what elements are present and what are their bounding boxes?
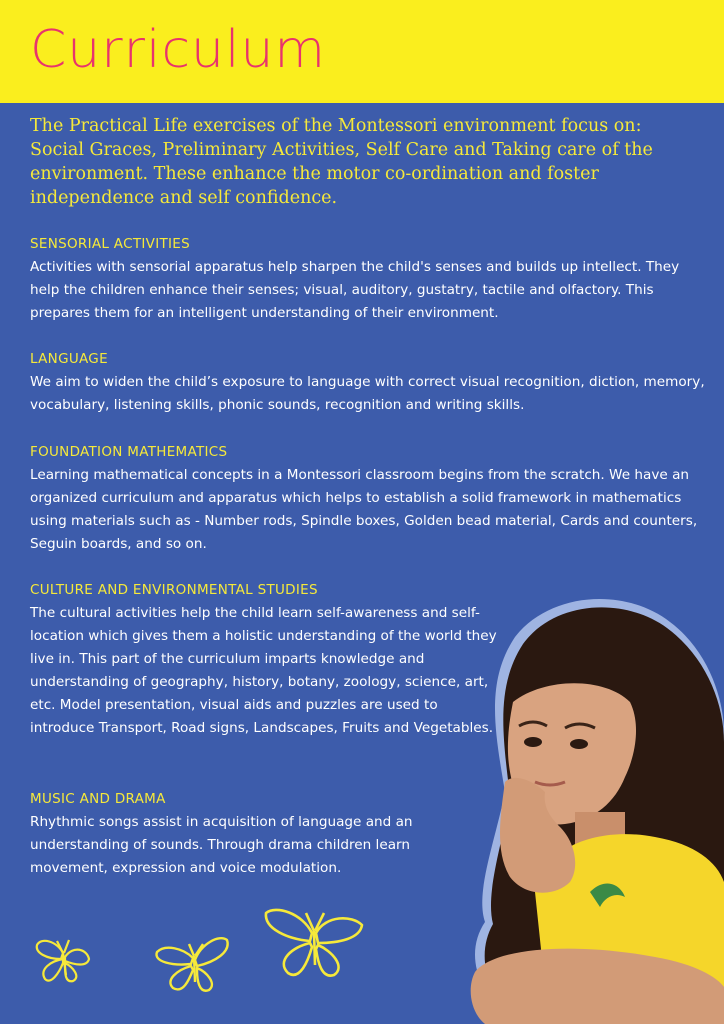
section-culture [30,580,500,740]
section-heading: FOUNDATION MATHEMATICS [30,444,228,460]
page-title: Curriculum [30,20,327,80]
section-heading: SENSORIAL ACTIVITIES [30,236,190,252]
section-music-drama [30,789,450,880]
section-heading: MUSIC AND DRAMA [30,791,166,807]
section-heading: CULTURE AND ENVIRONMENTAL STUDIES [30,582,318,598]
section-body: Rhythmic songs assist in acquisition of language and an understanding of sounds. Through drama children learn movement, expression and voice modulation. [30,814,413,876]
section-body: We aim to widen the child’s exposure to language with correct visual recognition, diction, memory, vocabulary, listening skills, phonic sounds, recognition and writing skills. [30,374,705,413]
section-body: The cultural activities help the child learn self-awareness and self-location which gives them a holistic understanding of the world they live in. This part of the curriculum imparts knowledge and understanding of geography, history, botany, zoology, science, art, etc. Model presentation, visual aids and puzzles are used to introduce Transport, Road signs, Landscapes, Fruits and Vegetables. [30,605,497,736]
section-sensorial [30,234,705,325]
section-language [30,349,705,417]
section-body: Activities with sensorial apparatus help sharpen the child's senses and builds up intellect. They help the children enhance their senses; visual, auditory, gustatry, tactile and olfactory. This prepares them for an intelligent understanding of their environment. [30,259,680,321]
butterfly-icon [262,903,366,983]
butterfly-icon [153,930,231,996]
header-band [0,0,724,103]
section-mathematics [30,442,705,556]
section-body: Learning mathematical concepts in a Montessori classroom begins from the scratch. We have an organized curriculum and apparatus which helps to establish a solid framework in mathematics using materials such as - Number rods, Spindle boxes, Golden bead material, Cards and counters, Seguin boards, and so on. [30,467,698,552]
section-heading: LANGUAGE [30,351,108,367]
butterfly-icon [33,935,93,985]
child-photo [455,592,724,1024]
intro-paragraph: The Practical Life exercises of the Montessori environment focus on: Social Graces, Preliminary Activities, Self Care and Taking care of the environment. These enhance the motor co-ordination and foster independence and self confidence. [30,116,653,208]
